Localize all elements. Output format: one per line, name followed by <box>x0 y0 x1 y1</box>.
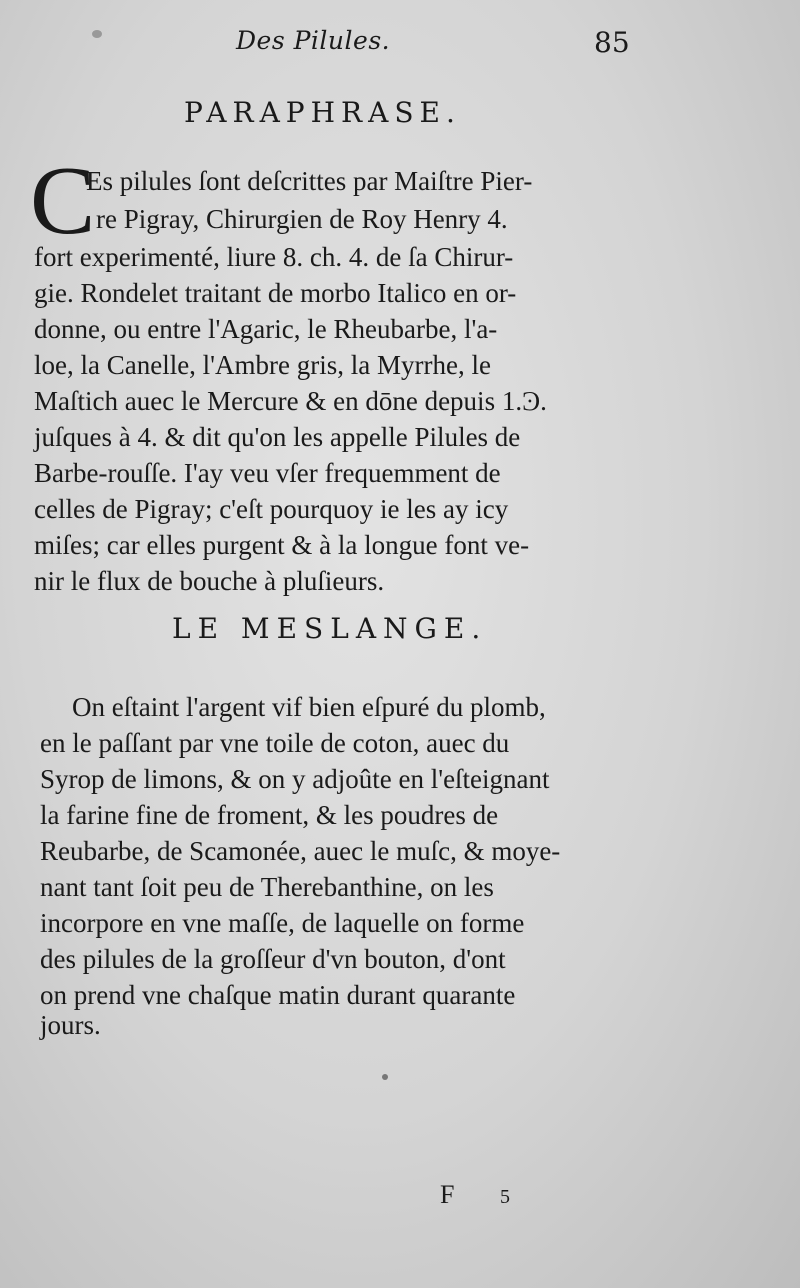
paragraph-line: en le paſſant par vne toile de coton, auec du <box>40 728 510 758</box>
paragraph-line: la farine fine de froment, & les poudres de <box>40 800 499 830</box>
paragraph-line: Es pilules ſont deſcrittes par Maiſtre Pier- <box>86 166 533 196</box>
catchword: F <box>440 1180 455 1209</box>
paragraph-line: Maſtich auec le Mercure & en dōne depuis 1.Ͽ. <box>34 386 547 416</box>
paragraph-line: loe, la Canelle, l'Ambre gris, la Myrrhe, le <box>34 350 491 380</box>
paragraph-line: miſes; car elles purgent & à la longue font ve- <box>34 530 530 560</box>
ink-speck <box>92 30 102 38</box>
section-heading-meslange: LE MESLANGE. <box>172 612 488 645</box>
signature-mark: 5 <box>500 1186 510 1208</box>
ink-speck <box>382 1074 388 1080</box>
paragraph-line: juſques à 4. & dit qu'on les appelle Pilules de <box>34 422 521 452</box>
section-heading-paraphrase: PARAPHRASE. <box>184 96 461 129</box>
running-head: Des Pilules. <box>236 26 391 55</box>
paragraph-line: celles de Pigray; c'eſt pourquoy ie les ay icy <box>34 494 509 524</box>
paragraph-line: Barbe-rouſſe. I'ay veu vſer frequemment de <box>34 458 501 488</box>
paragraph-line: Syrop de limons, & on y adjoûte en l'eſteignant <box>40 764 550 794</box>
paragraph-line: jours. <box>40 1010 101 1040</box>
drop-cap: C <box>30 147 96 255</box>
paragraph-line: re Pigray, Chirurgien de Roy Henry 4. <box>96 204 508 234</box>
paragraph-line: fort experimenté, liure 8. ch. 4. de ſa Chirur- <box>34 242 514 272</box>
paragraph-line: donne, ou entre l'Agaric, le Rheubarbe, l'a- <box>34 314 498 344</box>
paragraph-line: gie. Rondelet traitant de morbo Italico en or- <box>34 278 517 308</box>
paragraph-line: incorpore en vne maſſe, de laquelle on forme <box>40 908 525 938</box>
paragraph-line: nir le flux de bouche à pluſieurs. <box>34 566 385 596</box>
paragraph-line: Reubarbe, de Scamonée, auec le muſc, & moye- <box>40 836 561 866</box>
paragraph-line: nant tant ſoit peu de Therebanthine, on les <box>40 872 494 902</box>
page-number: 85 <box>594 26 630 59</box>
paragraph-line: On eſtaint l'argent vif bien eſpuré du plomb, <box>72 692 546 722</box>
paragraph-line: on prend vne chaſque matin durant quarante <box>40 980 516 1010</box>
paragraph-line: des pilules de la groſſeur d'vn bouton, d'ont <box>40 944 506 974</box>
